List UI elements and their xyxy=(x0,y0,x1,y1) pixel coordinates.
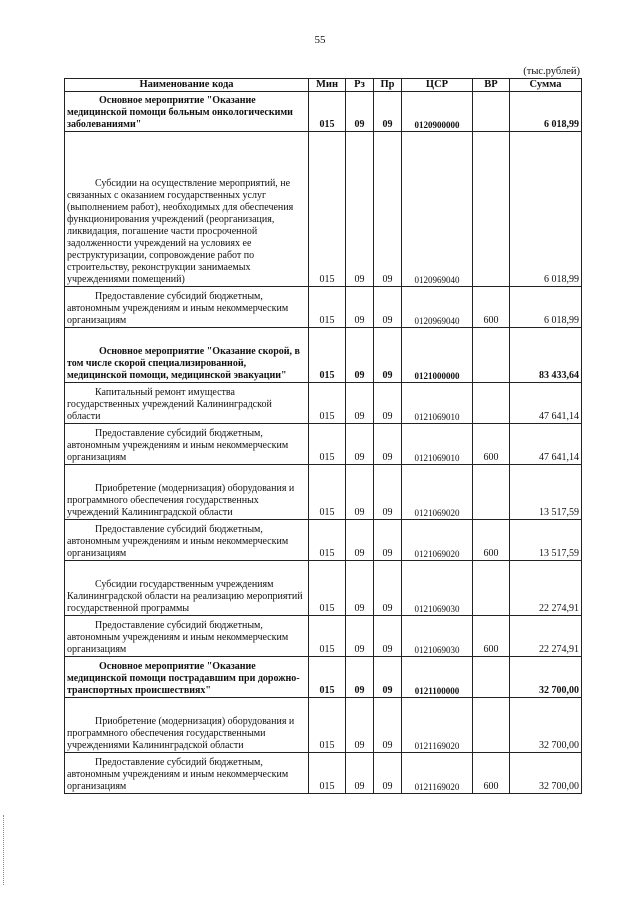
row-sum: 22 274,91 xyxy=(510,616,582,657)
row-min: 015 xyxy=(309,383,346,424)
row-pr: 09 xyxy=(374,287,402,328)
table-row xyxy=(65,616,582,657)
row-name: Основное мероприятие "Оказание скорой, в том числе скорой специализированной, медицинской помощи, медицинской эвакуации" xyxy=(65,328,309,383)
row-min: 015 xyxy=(309,657,346,698)
row-name: Предоставление субсидий бюджетным, автономным учреждениям и иным некоммерческим организациям xyxy=(65,616,309,657)
row-rz: 09 xyxy=(346,287,374,328)
row-csr: 0120969040 xyxy=(402,287,473,328)
row-sum: 47 641,14 xyxy=(510,383,582,424)
row-pr: 09 xyxy=(374,424,402,465)
table-header-row xyxy=(65,79,582,92)
units-label: (тыс.рублей) xyxy=(523,66,580,77)
row-vr: 600 xyxy=(473,753,510,794)
row-rz: 09 xyxy=(346,753,374,794)
column-header-csr: ЦСР xyxy=(402,79,473,92)
row-pr: 09 xyxy=(374,132,402,287)
row-pr: 09 xyxy=(374,328,402,383)
row-name: Субсидии государственным учреждениям Калининградской области на реализацию мероприятий государственной программы xyxy=(65,561,309,616)
row-name: Предоставление субсидий бюджетным, автономным учреждениям и иным некоммерческим организациям xyxy=(65,753,309,794)
row-csr: 0121069020 xyxy=(402,520,473,561)
row-name: Основное мероприятие "Оказание медицинской помощи пострадавшим при дорожно-транспортных происшествиях" xyxy=(65,657,309,698)
table-row xyxy=(65,383,582,424)
row-rz: 09 xyxy=(346,520,374,561)
row-pr: 09 xyxy=(374,657,402,698)
row-min: 015 xyxy=(309,287,346,328)
row-min: 015 xyxy=(309,520,346,561)
scan-edge-marks xyxy=(3,815,5,885)
row-name: Приобретение (модернизация) оборудования и программного обеспечения государственных учреждений Калининградской области xyxy=(65,465,309,520)
row-pr: 09 xyxy=(374,465,402,520)
row-min: 015 xyxy=(309,132,346,287)
row-csr: 0121169020 xyxy=(402,753,473,794)
table-row xyxy=(65,657,582,698)
table-row xyxy=(65,132,582,287)
row-csr: 0121069020 xyxy=(402,465,473,520)
row-pr: 09 xyxy=(374,698,402,753)
row-name: Основное мероприятие "Оказание медицинской помощи больным онкологическими заболеваниями" xyxy=(65,92,309,132)
row-vr xyxy=(473,132,510,287)
column-header-sum: Сумма xyxy=(510,79,582,92)
row-sum: 22 274,91 xyxy=(510,561,582,616)
row-sum: 13 517,59 xyxy=(510,465,582,520)
column-header-min: Мин xyxy=(309,79,346,92)
row-min: 015 xyxy=(309,753,346,794)
row-rz: 09 xyxy=(346,132,374,287)
row-name: Предоставление субсидий бюджетным, автономным учреждениям и иным некоммерческим организациям xyxy=(65,520,309,561)
row-rz: 09 xyxy=(346,561,374,616)
table-row xyxy=(65,424,582,465)
row-rz: 09 xyxy=(346,383,374,424)
row-csr: 0121069030 xyxy=(402,616,473,657)
row-vr: 600 xyxy=(473,424,510,465)
table-row xyxy=(65,287,582,328)
row-vr xyxy=(473,383,510,424)
row-rz: 09 xyxy=(346,465,374,520)
row-pr: 09 xyxy=(374,561,402,616)
row-pr: 09 xyxy=(374,92,402,132)
row-csr: 0121069010 xyxy=(402,424,473,465)
row-sum: 6 018,99 xyxy=(510,92,582,132)
table-row xyxy=(65,465,582,520)
row-sum: 32 700,00 xyxy=(510,698,582,753)
row-sum: 6 018,99 xyxy=(510,132,582,287)
row-sum: 6 018,99 xyxy=(510,287,582,328)
row-rz: 09 xyxy=(346,92,374,132)
row-csr: 0120969040 xyxy=(402,132,473,287)
row-rz: 09 xyxy=(346,424,374,465)
table-row xyxy=(65,92,582,132)
row-min: 015 xyxy=(309,561,346,616)
row-vr: 600 xyxy=(473,520,510,561)
table-row xyxy=(65,561,582,616)
row-rz: 09 xyxy=(346,616,374,657)
row-name: Предоставление субсидий бюджетным, автономным учреждениям и иным некоммерческим организациям xyxy=(65,424,309,465)
row-sum: 32 700,00 xyxy=(510,753,582,794)
row-vr xyxy=(473,92,510,132)
row-vr: 600 xyxy=(473,616,510,657)
row-name: Приобретение (модернизация) оборудования и программного обеспечения государственными учреждениями Калининградской области xyxy=(65,698,309,753)
row-vr xyxy=(473,328,510,383)
row-min: 015 xyxy=(309,92,346,132)
row-csr: 0121069030 xyxy=(402,561,473,616)
row-name: Предоставление субсидий бюджетным, автономным учреждениям и иным некоммерческим организациям xyxy=(65,287,309,328)
row-min: 015 xyxy=(309,465,346,520)
row-rz: 09 xyxy=(346,328,374,383)
row-rz: 09 xyxy=(346,698,374,753)
table-body xyxy=(65,92,582,794)
row-pr: 09 xyxy=(374,520,402,561)
row-vr xyxy=(473,698,510,753)
row-csr: 0121100000 xyxy=(402,657,473,698)
column-header-name: Наименование кода xyxy=(65,79,309,92)
row-pr: 09 xyxy=(374,383,402,424)
row-min: 015 xyxy=(309,698,346,753)
row-csr: 0121069010 xyxy=(402,383,473,424)
column-header-pr: Пр xyxy=(374,79,402,92)
column-header-rz: Рз xyxy=(346,79,374,92)
row-vr xyxy=(473,465,510,520)
table-row xyxy=(65,698,582,753)
row-sum: 13 517,59 xyxy=(510,520,582,561)
row-sum: 83 433,64 xyxy=(510,328,582,383)
row-vr xyxy=(473,657,510,698)
row-csr: 0120900000 xyxy=(402,92,473,132)
row-sum: 47 641,14 xyxy=(510,424,582,465)
row-name: Капитальный ремонт имущества государственных учреждений Калининградской области xyxy=(65,383,309,424)
page-number: 55 xyxy=(314,34,326,46)
row-pr: 09 xyxy=(374,753,402,794)
column-header-vr: ВР xyxy=(473,79,510,92)
row-name: Субсидии на осуществление мероприятий, не связанных с оказанием государственных услуг (выполнением работ), необходимых для обеспечения функционирования учреждений (реорганизация, ликвидация, погашение части просроченной задолженности учреждений на условиях ее реструктуризации, сопровождение работ по строительству, реконструкции занимаемых учреждениями помещений) xyxy=(65,132,309,287)
row-sum: 32 700,00 xyxy=(510,657,582,698)
table-row xyxy=(65,520,582,561)
table-row xyxy=(65,753,582,794)
row-min: 015 xyxy=(309,424,346,465)
row-pr: 09 xyxy=(374,616,402,657)
table-row xyxy=(65,328,582,383)
row-vr xyxy=(473,561,510,616)
row-vr: 600 xyxy=(473,287,510,328)
row-rz: 09 xyxy=(346,657,374,698)
row-min: 015 xyxy=(309,328,346,383)
budget-table xyxy=(64,78,582,794)
row-csr: 0121169020 xyxy=(402,698,473,753)
row-csr: 0121000000 xyxy=(402,328,473,383)
row-min: 015 xyxy=(309,616,346,657)
